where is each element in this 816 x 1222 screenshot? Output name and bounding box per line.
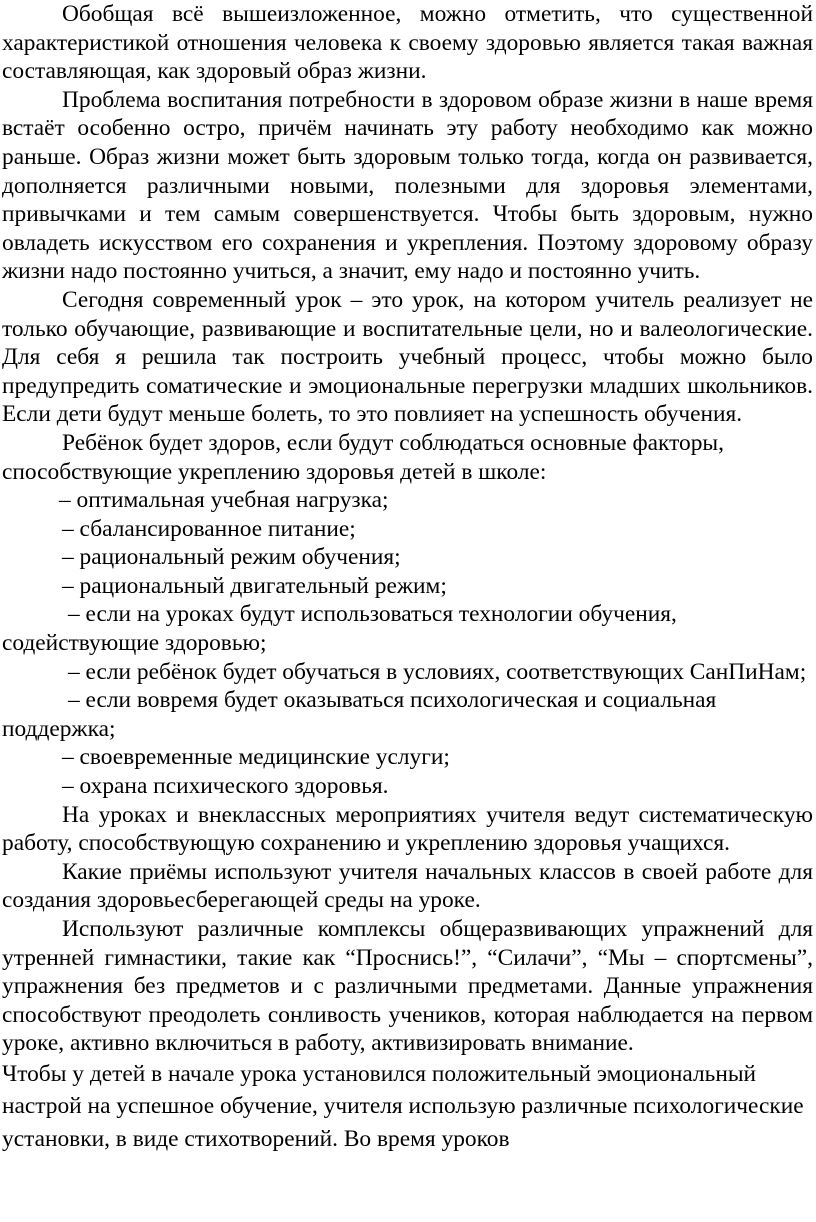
paragraph-emotional-mood: Чтобы у детей в начале урока установился положительный эмоциональный настрой на успешное обучение, учителя использую различные психологические установки, в виде стихотворений. Во время уроков	[2, 1060, 804, 1152]
factor-list-item: – сбалансированное питание;	[62, 515, 356, 542]
paragraph-health-factors-intro: Ребёнок будет здоров, если будут соблюдаться основные факторы, способствующие укреплению здоровья детей в школе:	[2, 429, 724, 485]
factor-list-item: – охрана психического здоровья.	[62, 773, 389, 800]
paragraph-teacher-techniques: Какие приёмы используют учителя начальных классов в своей работе для создания здоровьесберегающей среды на уроке.	[2, 858, 813, 914]
factor-list-item: – если ребёнок будет обучаться в условиях, соответствующих СанПиНам;	[68, 658, 807, 685]
factor-list-item: – если вовремя будет оказываться психологическая и социальная поддержка;	[2, 687, 717, 742]
paragraph-summary: Обобщая всё вышеизложенное, можно отметить, что существенной характеристикой отношения человека к своему здоровью является такая важная составляющая, как здоровый образ жизни.	[2, 1, 813, 85]
paragraph-healthy-lifestyle: Проблема воспитания потребности в здоровом образе жизни в наше время встаёт особенно остро, причём начинать эту работу необходимо как можно раньше. Образ жизни может быть здоровым только тогда, когда он развивается, дополняется различными новыми, полезными для здоровья элементами, привычками и тем самым совершенствуется. Чтобы быть здоровым, нужно овладеть искусством его сохранения и укрепления. Поэтому здоровому образу жизни надо постоянно учиться, а значит, ему надо и постоянно учить.	[2, 86, 813, 285]
paragraph-modern-lesson: Сегодня современный урок – это урок, на котором учитель реализует не только обучающие, развивающие и воспитательные цели, но и валеологические. Для себя я решила так построить учебный процесс, чтобы можно было предупредить соматические и эмоциональные перегрузки младших школьников. Если дети будут меньше болеть, то это повлияет на успешность обучения.	[2, 286, 813, 428]
factor-list-item: – своевременные медицинские услуги;	[62, 744, 450, 771]
paragraph-morning-exercises: Используют различные комплексы общеразвивающих упражнений для утренней гимнастики, такие как “Проснись!”, “Силачи”, “Мы – спортсмены”, упражнения без предметов и с различными предметами. Данные упражнения способствуют преодолеть сонливость учеников, которая наблюдается на первом уроке, активно включиться в работу, активизировать внимание.	[2, 916, 813, 1057]
factor-list-item: – оптимальная учебная нагрузка;	[59, 487, 389, 514]
factor-list-item: – если на уроках будут использоваться технологии обучения, содействующие здоровью;	[2, 601, 677, 657]
paragraph-systematic-work: На уроках и внеклассных мероприятиях учителя ведут систематическую работу, способствующую сохранению и укреплению здоровья учащихся.	[2, 801, 813, 857]
factor-list-item: – рациональный режим обучения;	[62, 544, 401, 571]
factor-list-item: – рациональный двигательный режим;	[62, 572, 447, 599]
